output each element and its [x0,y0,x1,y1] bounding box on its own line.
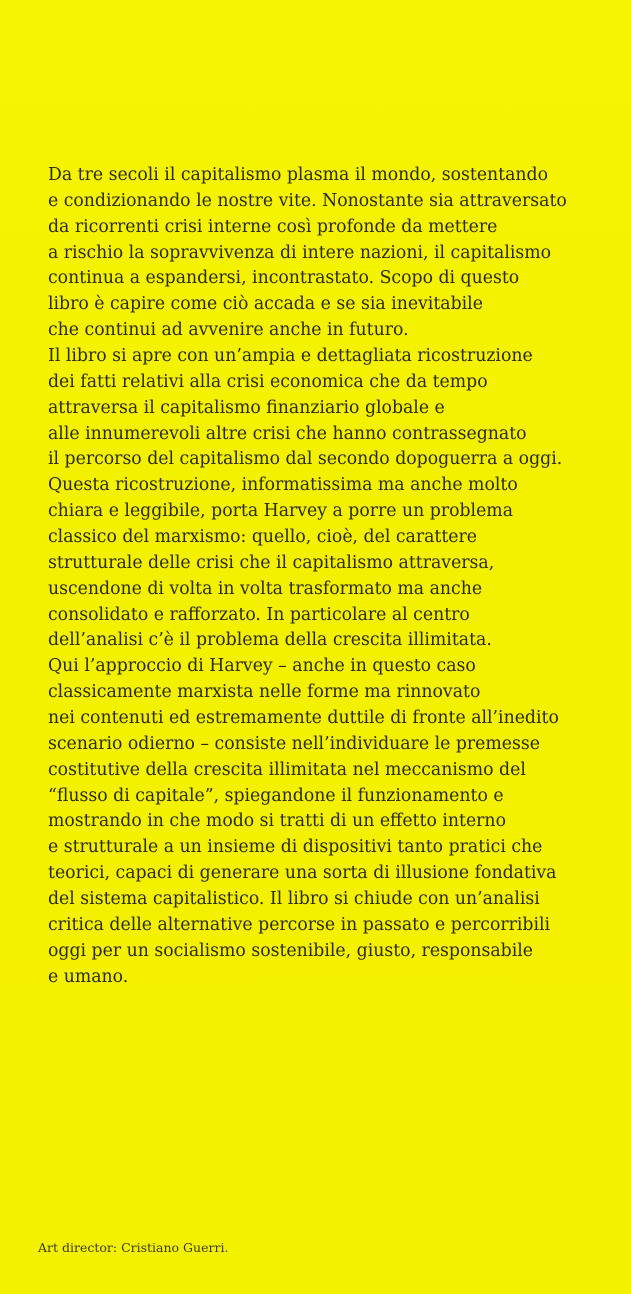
blurb-line: del sistema capitalistico. Il libro si chiude con un’analisi [48,889,540,910]
blurb-line: libro è capire come ciò accada e se sia inevitabile [48,294,483,315]
blurb-line: e condizionando le nostre vite. Nonostante sia attraversato [48,190,567,211]
blurb-line: dei fatti relativi alla crisi economica che da tempo [48,371,488,392]
blurb-line: Il libro si apre con un’ampia e dettagliata ricostruzione [48,346,533,367]
blurb-line: e strutturale a un insieme di dispositivi tanto pratici che [48,837,543,858]
blurb-line: “flusso di capitale”, spiegandone il funzionamento e [48,785,504,806]
blurb-line: oggi per un socialismo sostenibile, giusto, responsabile [48,940,534,961]
blurb-text [48,163,623,991]
blurb-line: nei contenuti ed estremamente duttile di fronte all’inedito [48,708,559,729]
blurb-line: continua a espandersi, incontrastato. Scopo di questo [48,268,520,289]
blurb-line: strutturale delle crisi che il capitalismo attraversa, [48,552,495,573]
blurb-line: classicamente marxista nelle forme ma rinnovato [48,682,481,703]
blurb-line: chiara e leggibile, porta Harvey a porre un problema [48,501,513,522]
blurb-line: Questa ricostruzione, informatissima ma anche molto [48,475,518,496]
art-director-credit: Art director: Cristiano Guerri. [38,1240,229,1255]
blurb-line: uscendone di volta in volta trasformato ma anche [48,578,483,599]
blurb-line: dell’analisi c’è il problema della crescita illimitata. [48,630,492,651]
blurb-line: classico del marxismo: quello, cioè, del carattere [48,527,478,548]
blurb-line: critica delle alternative percorse in passato e percorribili [48,914,551,935]
blurb-line: a rischio la sopravvivenza di intere nazioni, il capitalismo [48,242,552,263]
blurb-line: il percorso del capitalismo dal secondo dopoguerra a oggi. [48,449,563,470]
blurb-line: scenario odierno – consiste nell’individuare le premesse [48,733,540,754]
blurb-line: attraversa il capitalismo finanziario globale e [48,397,445,418]
blurb-line: Qui l’approccio di Harvey – anche in questo caso [48,656,476,677]
blurb-line: consolidato e rafforzato. In particolare al centro [48,604,470,625]
blurb-line: alle innumerevoli altre crisi che hanno contrassegnato [48,423,527,444]
blurb-line: e umano. [48,966,129,987]
blurb-line: costitutive della crescita illimitata nel meccanismo del [48,759,526,780]
blurb-line: teorici, capaci di generare una sorta di illusione fondativa [48,863,557,884]
blurb-line: mostrando in che modo si tratti di un effetto interno [48,811,506,832]
blurb-line: Da tre secoli il capitalismo plasma il mondo, sostentando [48,165,549,185]
blurb-line: da ricorrenti crisi interne così profonde da mettere [48,216,498,237]
blurb-line: che continui ad avvenire anche in futuro. [48,320,409,341]
